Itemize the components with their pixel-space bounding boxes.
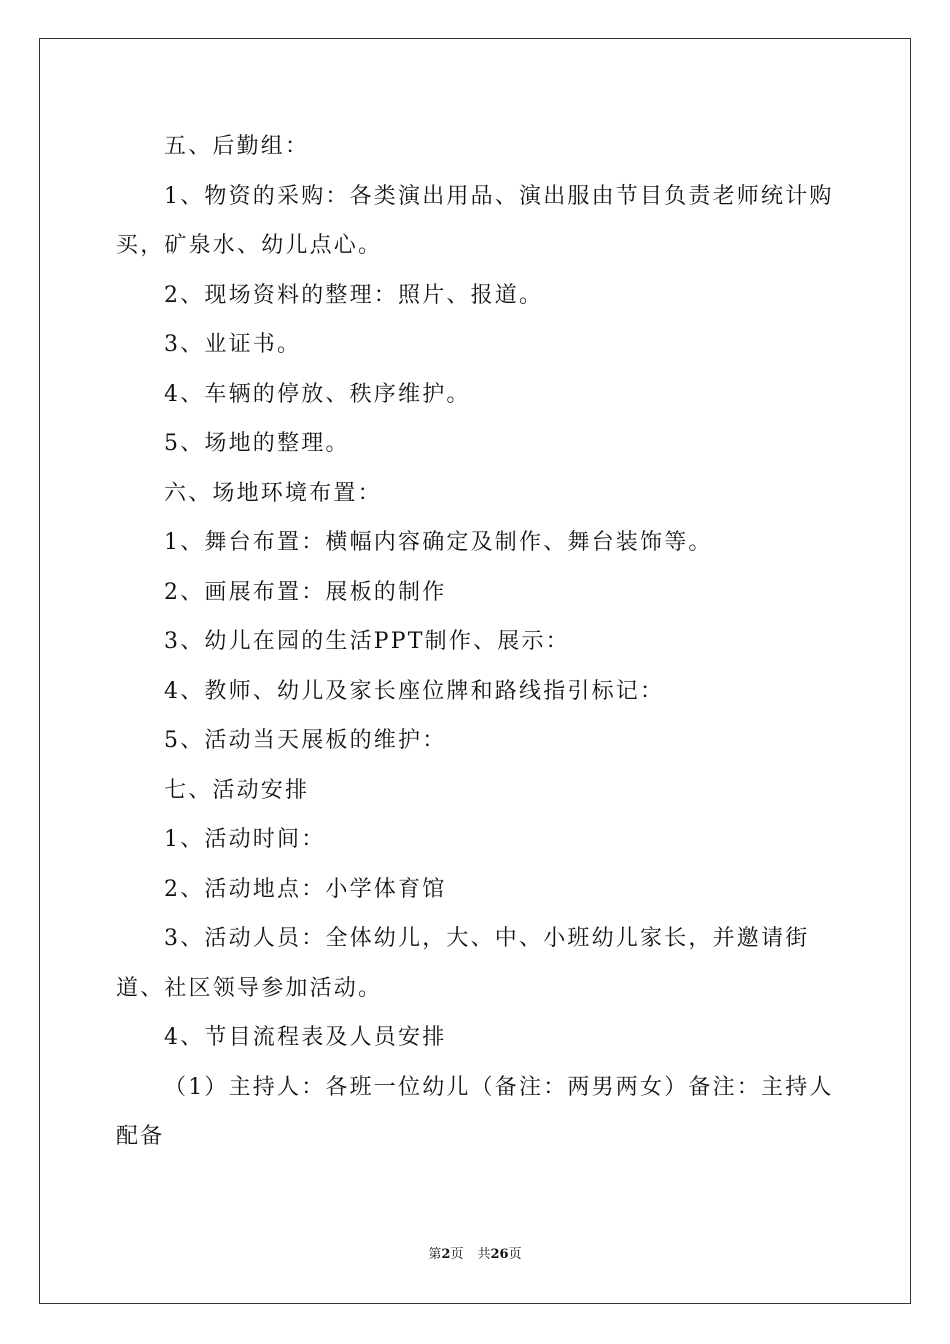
paragraph-item: 5、活动当天展板的维护： bbox=[164, 728, 447, 753]
total-pages: 26 bbox=[490, 1247, 509, 1262]
paragraph-item: 1、活动时间： bbox=[164, 827, 326, 852]
paragraph-item: 2、现场资料的整理：照片、报道。 bbox=[164, 282, 544, 308]
page-prefix: 第 bbox=[428, 1247, 442, 1262]
section-heading-venue: 六、场地环境布置： bbox=[164, 480, 382, 506]
section-heading-logistics: 五、后勤组： bbox=[164, 134, 310, 159]
total-suffix: 页 bbox=[508, 1247, 522, 1262]
section-heading-schedule: 七、活动安排 bbox=[164, 777, 310, 803]
paragraph-item: 3、活动人员：全体幼儿，大、中、小班幼儿家长，并邀请街道、社区领导参加活动。 bbox=[116, 926, 810, 1001]
page-suffix: 页 bbox=[450, 1247, 464, 1262]
paragraph-item: 3、业证书。 bbox=[164, 332, 302, 357]
paragraph-item: 2、画展布置：展板的制作 bbox=[164, 579, 447, 605]
total-prefix: 共 bbox=[477, 1247, 491, 1262]
paragraph-item: 1、舞台布置：横幅内容确定及制作、舞台装饰等。 bbox=[164, 530, 713, 555]
paragraph-item: 4、节目流程表及人员安排 bbox=[164, 1025, 447, 1050]
page-footer bbox=[0, 1246, 950, 1264]
document-body bbox=[116, 122, 848, 1162]
page-number: 2 bbox=[441, 1247, 451, 1262]
paragraph-item: （1）主持人：各班一位幼儿（备注：两男两女）备注：主持人配备 bbox=[116, 1074, 834, 1149]
paragraph-item: 3、幼儿在园的生活PPT制作、展示： bbox=[164, 629, 570, 654]
paragraph-item: 2、活动地点：小学体育馆 bbox=[164, 876, 447, 902]
paragraph-item: 5、场地的整理。 bbox=[164, 431, 350, 456]
paragraph-item: 4、教师、幼儿及家长座位牌和路线指引标记： bbox=[164, 678, 665, 704]
paragraph-item: 1、物资的采购：各类演出用品、演出服由节目负责老师统计购买，矿泉水、幼儿点心。 bbox=[116, 183, 834, 258]
paragraph-item: 4、车辆的停放、秩序维护。 bbox=[164, 381, 471, 407]
